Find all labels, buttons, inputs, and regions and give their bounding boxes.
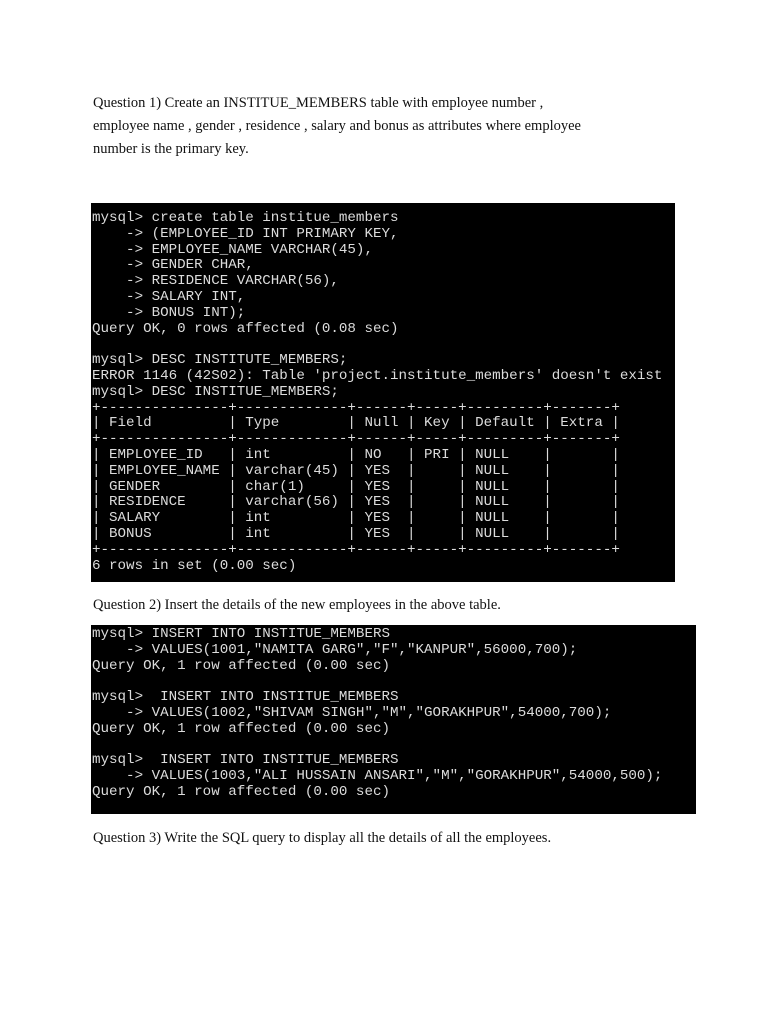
question-1-text: Question 1) Create an INSTITUE_MEMBERS table with employee number , employee name , gender , residence , salary and bonus as attributes where employee number is the primary key.: [93, 95, 581, 157]
console-line: | Field | Type | Null | Key | Default | Extra |: [92, 415, 620, 432]
console-screenshot-create-table: [91, 203, 675, 582]
console-lines: [92, 627, 696, 801]
console-line: mysql> DESC INSTITUE_MEMBERS;: [92, 383, 339, 400]
console-line: -> SALARY INT,: [92, 288, 246, 305]
question-2-text: Question 2) Insert the details of the new employees in the above table.: [93, 597, 501, 613]
console-line: Query OK, 1 row affected (0.00 sec): [92, 783, 390, 800]
console-line: [92, 738, 696, 754]
console-line: -> EMPLOYEE_NAME VARCHAR(45),: [92, 241, 373, 258]
console-line: Query OK, 1 row affected (0.00 sec): [92, 657, 390, 674]
console-line: | BONUS | int | YES | | NULL | |: [92, 525, 620, 542]
console-line: -> VALUES(1003,"ALI HUSSAIN ANSARI","M","GORAKHPUR",54000,500);: [92, 768, 663, 785]
console-line: | EMPLOYEE_NAME | varchar(45) | YES | | NULL | |: [92, 462, 620, 479]
console-line: +---------------+-------------+------+-----+---------+-------+: [92, 541, 620, 558]
console-line: -> BONUS INT);: [92, 304, 246, 321]
console-line: | EMPLOYEE_ID | int | NO | PRI | NULL | |: [92, 446, 620, 463]
console-line: | RESIDENCE | varchar(56) | YES | | NULL | |: [92, 494, 620, 511]
console-line: +---------------+-------------+------+-----+---------+-------+: [92, 399, 620, 416]
console-line: | GENDER | char(1) | YES | | NULL | |: [92, 478, 620, 495]
console-line: 6 rows in set (0.00 sec): [92, 557, 297, 574]
console-line: mysql> INSERT INTO INSTITUE_MEMBERS: [92, 752, 399, 769]
console-line: | SALARY | int | YES | | NULL | |: [92, 510, 620, 527]
console-line: +---------------+-------------+------+-----+---------+-------+: [92, 431, 620, 448]
console-lines: [92, 211, 675, 574]
console-screenshot-insert: [91, 625, 696, 814]
console-line: [92, 337, 675, 353]
console-line: -> GENDER CHAR,: [92, 257, 254, 274]
console-line: mysql> INSERT INTO INSTITUE_MEMBERS: [92, 626, 390, 642]
question-3-text: Question 3) Write the SQL query to display all the details of all the employees.: [93, 830, 552, 846]
console-line: Query OK, 1 row affected (0.00 sec): [92, 720, 390, 737]
console-line: [92, 674, 696, 690]
console-line: ERROR 1146 (42S02): Table 'project.institute_members' doesn't exist: [92, 367, 663, 384]
console-line: -> VALUES(1002,"SHIVAM SINGH","M","GORAKHPUR",54000,700);: [92, 704, 612, 721]
console-line: mysql> INSERT INTO INSTITUE_MEMBERS: [92, 689, 399, 706]
console-line: -> (EMPLOYEE_ID INT PRIMARY KEY,: [92, 225, 399, 242]
console-line: mysql> create table institue_members: [92, 210, 399, 226]
console-line: mysql> DESC INSTITUTE_MEMBERS;: [92, 352, 348, 369]
console-line: -> VALUES(1001,"NAMITA GARG","F","KANPUR",56000,700);: [92, 641, 578, 658]
console-line: -> RESIDENCE VARCHAR(56),: [92, 273, 339, 290]
console-line: Query OK, 0 rows affected (0.08 sec): [92, 320, 399, 337]
